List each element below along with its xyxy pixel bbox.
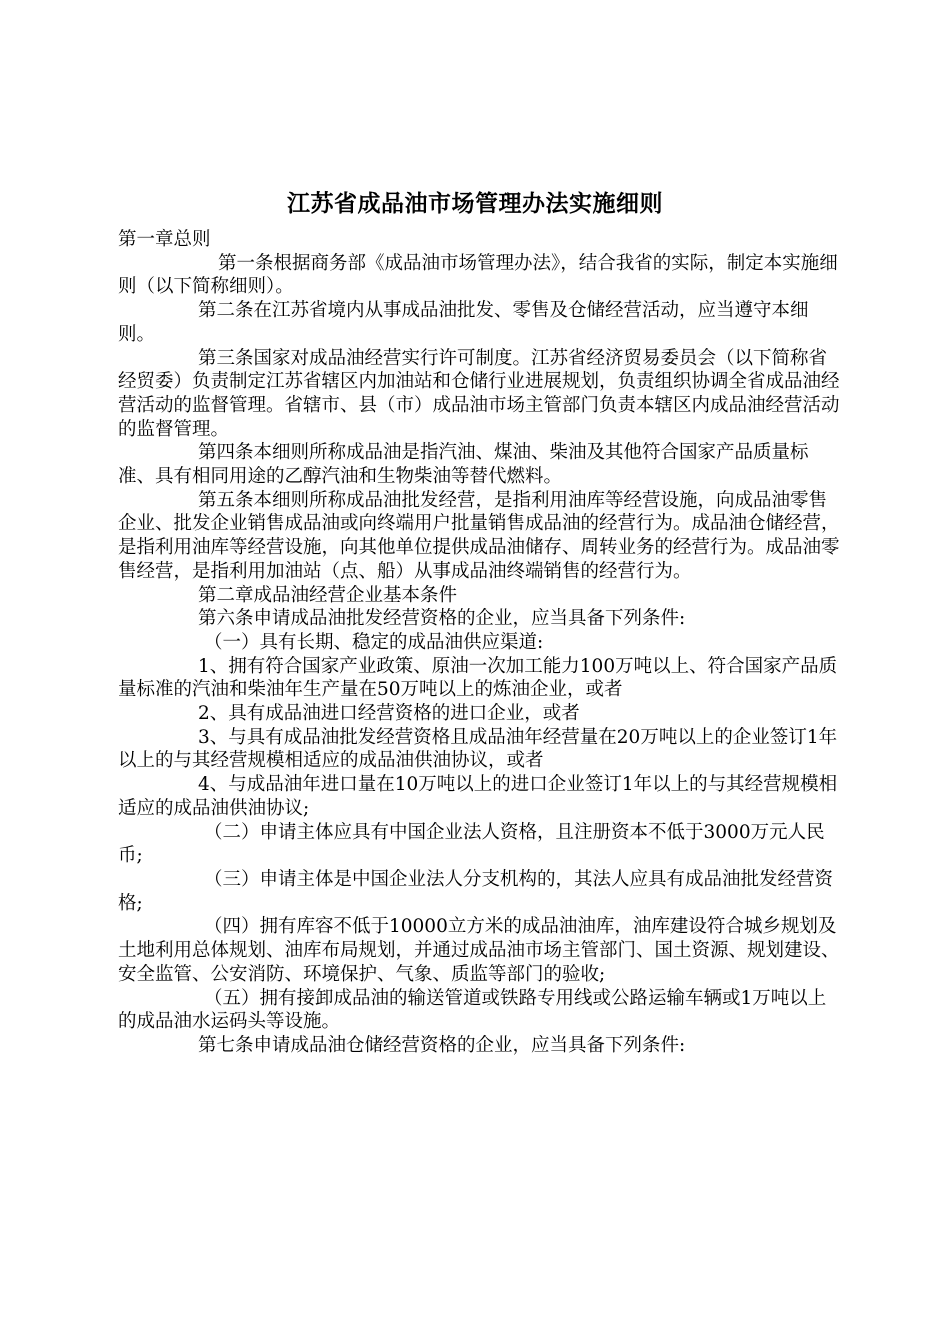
chapter-heading: 第二章成品油经营企业基本条件 bbox=[198, 584, 458, 606]
clause-paragraph: （三）申请主体是中国企业法人分支机构的，其法人应具有成品油批发经营资格; bbox=[118, 868, 834, 914]
item-paragraph: 1、拥有符合国家产业政策、原油一次加工能力100万吨以上、符合国家产品质量标准的汽油和柴油年生产量在50万吨以上的炼油企业，或者 bbox=[118, 655, 838, 701]
clause-paragraph: （二）申请主体应具有中国企业法人资格，且注册资本不低于3000万元人民币; bbox=[118, 821, 825, 867]
document-body bbox=[118, 228, 843, 1058]
article-paragraph: 第七条申请成品油仓储经营资格的企业，应当具备下列条件: bbox=[198, 1034, 686, 1056]
article-paragraph: 第五条本细则所称成品油批发经营，是指利用油库等经营设施，向成品油零售企业、批发企业销售成品油或向终端用户批量销售成品油的经营行为。成品油仓储经营，是指利用油库等经营设施，向其他单位提供成品油储存、周转业务的经营行为。成品油零售经营，是指利用加油站（点、船）从事成品油终端销售的经营行为。 bbox=[118, 489, 840, 582]
document-title: 江苏省成品油市场管理办法实施细则 bbox=[287, 191, 663, 217]
clause-paragraph: （五）拥有接卸成品油的输送管道或铁路专用线或公路运输车辆或1万吨以上的成品油水运码头等设施。 bbox=[118, 987, 827, 1033]
article-paragraph: 第三条国家对成品油经营实行许可制度。江苏省经济贸易委员会（以下简称省经贸委）负责制定江苏省辖区内加油站和仓储行业进展规划，负责组织协调全省成品油经营活动的监督管理。省辖市、县（市）成品油市场主管部门负责本辖区内成品油经营活动的监督管理。 bbox=[118, 347, 840, 440]
item-paragraph: 3、与具有成品油批发经营资格且成品油年经营量在20万吨以上的企业签订1年以上的与其经营规模相适应的成品油供油协议，或者 bbox=[118, 726, 838, 772]
article-paragraph: 第一条根据商务部《成品油市场管理办法》，结合我省的实际，制定本实施细则（以下简称细则）。 bbox=[118, 252, 838, 298]
clause-paragraph: （一）具有长期、稳定的成品油供应渠道: bbox=[204, 631, 544, 653]
item-paragraph: 4、与成品油年进口量在10万吨以上的进口企业签订1年以上的与其经营规模相适应的成品油供油协议; bbox=[118, 774, 838, 819]
article-paragraph: 第四条本细则所称成品油是指汽油、煤油、柴油及其他符合国家产品质量标准、具有相同用途的乙醇汽油和生物柴油等替代燃料。 bbox=[118, 442, 809, 488]
item-paragraph: 2、具有成品油进口经营资格的进口企业，或者 bbox=[198, 703, 580, 725]
article-paragraph: 第六条申请成品油批发经营资格的企业，应当具备下列条件: bbox=[198, 608, 686, 630]
chapter-heading: 第一章总则 bbox=[118, 229, 211, 250]
article-paragraph: 第二条在江苏省境内从事成品油批发、零售及仓储经营活动，应当遵守本细则。 bbox=[118, 300, 809, 345]
clause-paragraph: （四）拥有库容不低于10000立方米的成品油油库，油库建设符合城乡规划及土地利用总体规划、油库布局规划，并通过成品油市场主管部门、国土资源、规划建设、安全监管、公安消防、环境保护、气象、质监等部门的验收; bbox=[118, 916, 840, 985]
